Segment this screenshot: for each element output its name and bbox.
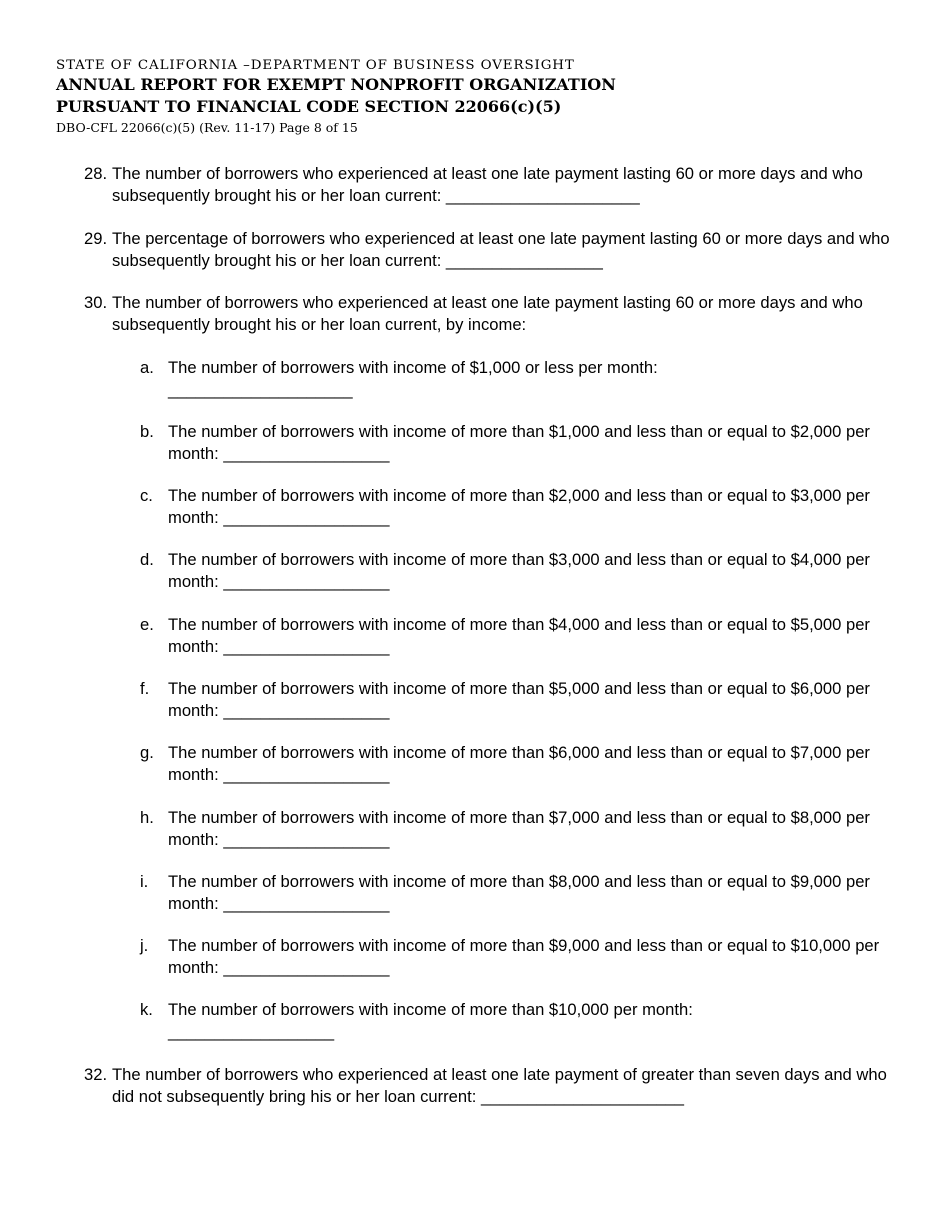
answer-blank[interactable]: __________________ xyxy=(168,1022,335,1041)
item-text: The number of borrowers with income of more than $5,000 and less than or equal to $6,000 per month: __________________ xyxy=(168,679,870,720)
income-item-k xyxy=(140,999,880,1043)
item-text: The number of borrowers with income of more than $3,000 and less than or equal to $4,000 per month: __________________ xyxy=(168,550,870,591)
agency-name: STATE OF CALIFORNIA –DEPARTMENT OF BUSINESS OVERSIGHT xyxy=(56,58,575,73)
item-letter: a. xyxy=(140,358,154,377)
income-item-c xyxy=(140,485,880,529)
answer-blank[interactable]: ____________________ xyxy=(168,380,353,399)
income-item-f xyxy=(140,678,880,722)
question-30 xyxy=(84,292,894,336)
item-text: The number of borrowers with income of more than $1,000 and less than or equal to $2,000 per month: __________________ xyxy=(168,422,870,463)
item-letter: d. xyxy=(140,550,154,569)
report-title-line-2: PURSUANT TO FINANCIAL CODE SECTION 22066(c)(5) xyxy=(56,97,562,116)
item-letter: f. xyxy=(140,679,150,698)
question-text: The number of borrowers who experienced at least one late payment of greater than seven days and who did not subsequently bring his or her loan current: ______________________ xyxy=(112,1065,887,1106)
question-text: The number of borrowers who experienced at least one late payment lasting 60 or more days and who subsequently brought his or her loan current, by income: xyxy=(112,293,863,334)
income-item-d xyxy=(140,549,880,593)
income-item-g xyxy=(140,742,880,786)
item-letter: c. xyxy=(140,486,153,505)
question-text: The number of borrowers who experienced at least one late payment lasting 60 or more days and who subsequently brought his or her loan current: _____________________ xyxy=(112,164,863,205)
item-letter: e. xyxy=(140,615,154,634)
item-text: The number of borrowers with income of more than $7,000 and less than or equal to $8,000 per month: __________________ xyxy=(168,808,870,849)
question-number: 28. xyxy=(84,164,108,183)
item-text: The number of borrowers with income of more than $8,000 and less than or equal to $9,000 per month: __________________ xyxy=(168,872,870,913)
item-letter: k. xyxy=(140,1000,153,1019)
report-title-line-1: ANNUAL REPORT FOR EXEMPT NONPROFIT ORGANIZATION xyxy=(56,75,616,94)
question-number: 30. xyxy=(84,293,108,312)
question-number: 32. xyxy=(84,1065,108,1084)
income-item-i xyxy=(140,871,880,915)
item-text: The number of borrowers with income of $1,000 or less per month: xyxy=(168,358,658,377)
question-number: 29. xyxy=(84,229,108,248)
question-28 xyxy=(84,163,894,207)
form-id: DBO-CFL 22066(c)(5) (Rev. 11-17) Page 8 of 15 xyxy=(56,120,358,135)
question-32 xyxy=(84,1064,894,1108)
item-text: The number of borrowers with income of more than $2,000 and less than or equal to $3,000 per month: __________________ xyxy=(168,486,870,527)
item-text: The number of borrowers with income of more than $6,000 and less than or equal to $7,000 per month: __________________ xyxy=(168,743,870,784)
question-text: The percentage of borrowers who experienced at least one late payment lasting 60 or more days and who subsequently brought his or her loan current: _________________ xyxy=(112,229,890,270)
item-letter: i. xyxy=(140,872,149,891)
item-letter: j. xyxy=(140,936,149,955)
income-item-h xyxy=(140,807,880,851)
income-item-a xyxy=(140,357,880,401)
item-letter: g. xyxy=(140,743,154,762)
income-item-j xyxy=(140,935,880,979)
income-item-b xyxy=(140,421,880,465)
income-item-e xyxy=(140,614,880,658)
item-letter: h. xyxy=(140,808,154,827)
form-header xyxy=(56,57,616,136)
item-text: The number of borrowers with income of more than $4,000 and less than or equal to $5,000 per month: __________________ xyxy=(168,615,870,656)
item-text: The number of borrowers with income of more than $10,000 per month: xyxy=(168,1000,693,1019)
item-letter: b. xyxy=(140,422,154,441)
item-text: The number of borrowers with income of more than $9,000 and less than or equal to $10,000 per month: __________________ xyxy=(168,936,880,977)
question-29 xyxy=(84,228,894,272)
